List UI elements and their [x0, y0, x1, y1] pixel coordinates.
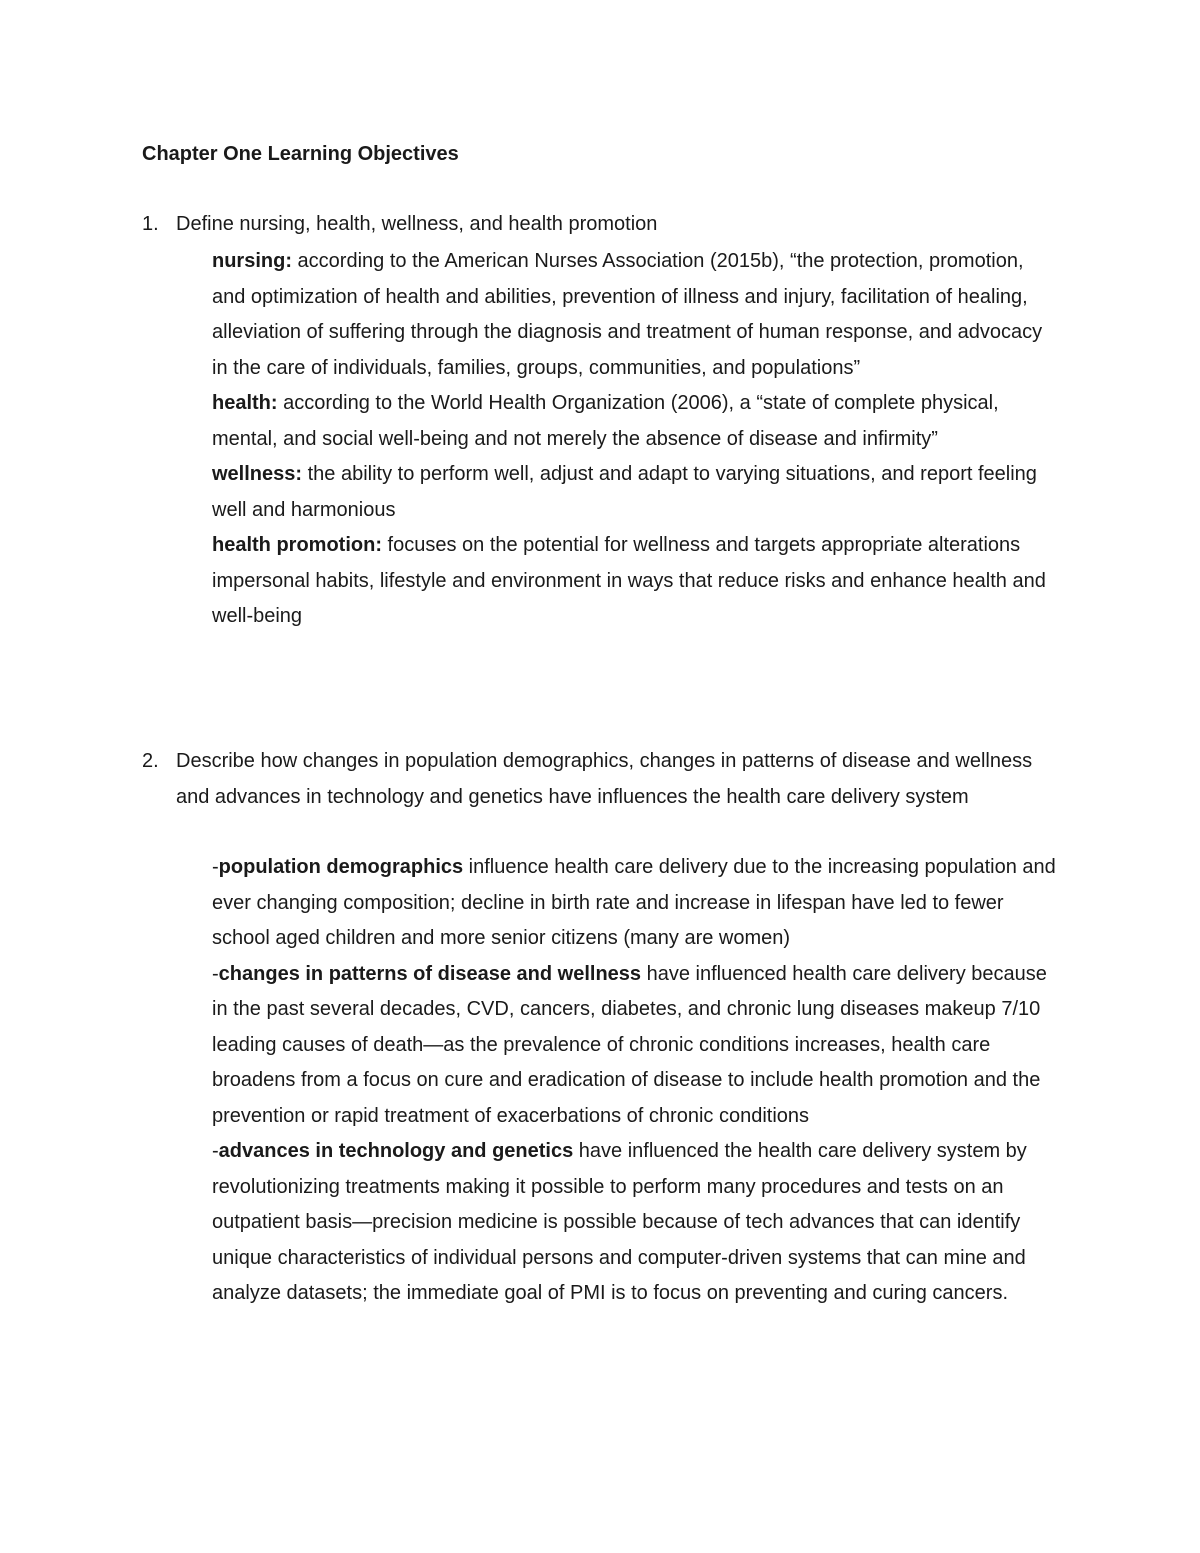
definition-body: according to the World Health Organization (2006), a “state of complete physical, mental, and social well-being and not merely the absence of disease and infirmity”	[212, 392, 999, 450]
objective-1-definitions	[212, 244, 1062, 635]
definition-body: the ability to perform well, adjust and adapt to varying situations, and report feeling well and harmonious	[212, 463, 1037, 521]
definition-body: have influenced health care delivery because in the past several decades, CVD, cancers, diabetes, and chronic lung diseases makeup 7/10 leading causes of death—as the prevalence of chronic conditions increases, health care broadens from a focus on cure and eradication of disease to include health promotion and the prevention or rapid treatment of exacerbations of chronic conditions	[212, 962, 1047, 1127]
definition-term: wellness:	[212, 463, 303, 485]
definition-body: influence health care delivery due to the increasing population and ever changing composition; decline in birth rate and increase in lifespan have led to fewer school aged children and more senior citizens (many are women)	[212, 856, 1056, 949]
objective-2-definitions	[212, 850, 1062, 1312]
objective-text: Describe how changes in population demographics, changes in patterns of disease and wellness and advances in technology and genetics have influences the health care delivery system	[176, 750, 1033, 808]
objective-text: Define nursing, health, wellness, and health promotion	[176, 213, 658, 235]
definition-wellness	[212, 457, 1062, 528]
definition-nursing	[212, 244, 1062, 386]
definition-disease-patterns	[212, 957, 1062, 1135]
definition-health-promotion	[212, 528, 1062, 635]
definition-prefix: -	[212, 962, 219, 985]
objective-number: 2.	[142, 750, 159, 772]
definition-term: population demographics	[218, 856, 464, 878]
definition-term: advances in technology and genetics	[218, 1140, 574, 1162]
definition-term: health promotion:	[212, 534, 382, 556]
definition-population-demographics	[212, 850, 1062, 957]
definition-technology-genetics	[212, 1134, 1062, 1312]
definition-body: focuses on the potential for wellness and targets appropriate alterations impersonal habits, lifestyle and environment in ways that reduce risks and enhance health and well-being	[212, 534, 1046, 627]
definition-body: have influenced the health care delivery system by revolutionizing treatments making it possible to perform many procedures and tests on an outpatient basis—precision medicine is possible because of tech advances that can identify unique characteristics of individual persons and computer-driven systems that can mine and analyze datasets; the immediate goal of PMI is to focus on preventing and curing cancers.	[212, 1140, 1027, 1304]
definition-term: nursing:	[212, 250, 292, 272]
objective-number: 1.	[142, 213, 159, 235]
definition-prefix: -	[212, 856, 219, 878]
definition-term: changes in patterns of disease and wellness	[218, 962, 642, 985]
definition-prefix: -	[212, 1140, 219, 1162]
page-title: Chapter One Learning Objectives	[142, 143, 459, 165]
definition-health	[212, 386, 1062, 457]
definition-term: health:	[212, 392, 278, 414]
definition-body: according to the American Nurses Association (2015b), “the protection, promotion, and optimization of health and abilities, prevention of illness and injury, facilitation of healing, alleviation of suffering through the diagnosis and treatment of human response, and advocacy in the care of individuals, families, groups, communities, and populations”	[212, 250, 1043, 379]
